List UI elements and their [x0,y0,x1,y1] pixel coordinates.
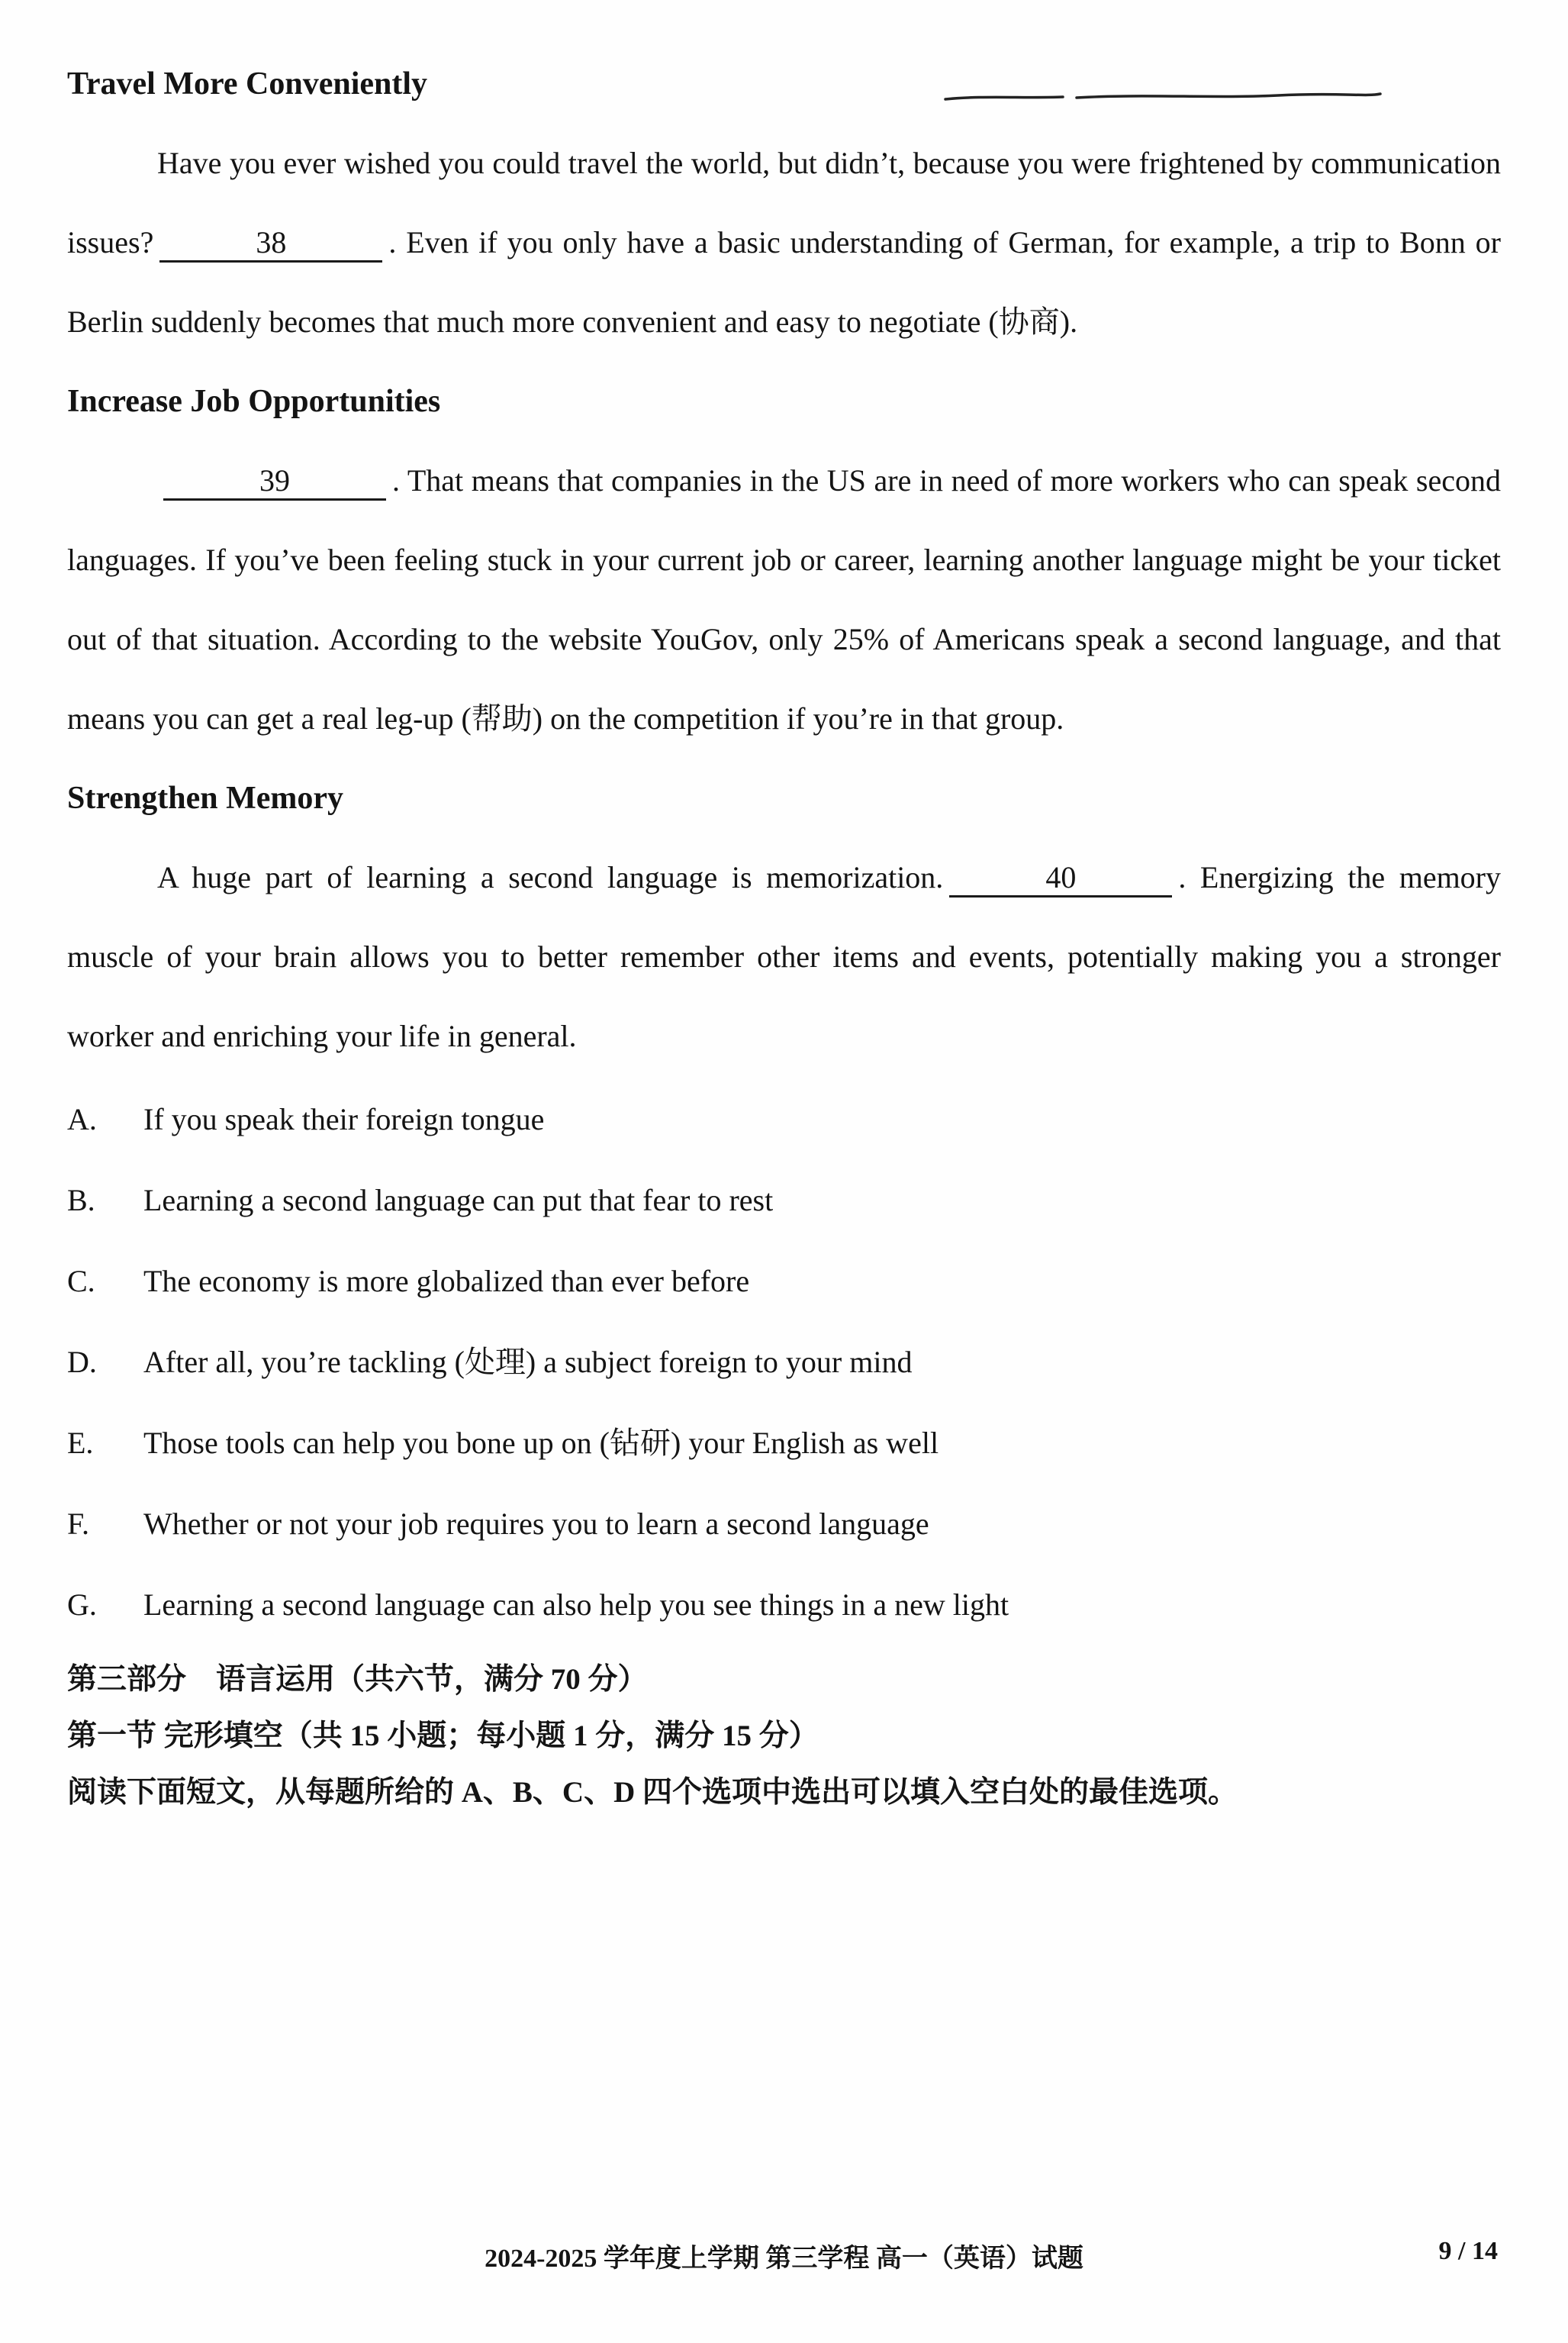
option-letter: E. [67,1426,94,1460]
option-row-g [67,1565,1501,1645]
option-text: Whether or not your job requires you to learn a second language [143,1507,929,1541]
blank-38: 38 [159,225,382,263]
paragraph-text: A huge part of learning a second language is memorization. [157,860,944,894]
option-letter: A. [67,1102,97,1136]
section-heading-jobs: Increase Job Opportunities [67,384,441,419]
option-row-f [67,1484,1501,1565]
option-letter: B. [67,1183,95,1217]
option-row-d [67,1322,1501,1403]
option-row-a [67,1079,1501,1160]
blank-39: 39 [163,463,386,501]
answer-options-list [67,1079,1501,1645]
paragraph-jobs [67,441,1501,759]
footer-title: 2024-2025 学年度上学期 第三学程 高一（英语）试题 [485,2245,1083,2273]
option-text: The economy is more globalized than ever before [143,1264,750,1298]
option-letter: C. [67,1264,95,1298]
option-text: Learning a second language can put that fear to rest [143,1183,774,1217]
option-text: Learning a second language can also help you see things in a new light [143,1587,1009,1622]
option-text: If you speak their foreign tongue [143,1102,545,1136]
page-footer [0,2237,1568,2274]
paragraph-travel [67,124,1501,362]
section-heading-memory: Strengthen Memory [67,781,343,816]
paragraph-text: . Energizing the memory muscle of your brain allows you to better remember other items and events, potentially making you a stronger worker and enriching your life in general. [67,860,1502,1053]
handwritten-mark-line [942,89,1385,107]
paragraph-text: . Even if you only have a basic understanding of German, for example, a trip to Bonn or Berlin suddenly becomes that much more convenient and easy to negotiate (协商). [67,225,1501,339]
option-letter: G. [67,1587,97,1622]
option-text: After all, you’re tackling (处理) a subject foreign to your mind [143,1345,913,1379]
option-row-c [67,1241,1501,1322]
option-text: Those tools can help you bone up on (钻研) your English as well [143,1426,939,1460]
paragraph-memory [67,838,1501,1076]
cloze-section-line: 第一节 完形填空（共 15 小题；每小题 1 分，满分 15 分） [67,1719,819,1752]
chinese-section [67,1652,1501,1821]
option-letter: D. [67,1345,97,1379]
option-row-e [67,1403,1501,1484]
paragraph-text: . That means that companies in the US are in need of more workers who can speak second languages. If you’ve been feeling stuck in your current job or career, learning another language might be your ticket out of that situation. According to the website YouGov, only 25% of Americans speak a second language, and that means you can get a real leg-up (帮助) on the competition if you’re in that group. [67,463,1501,736]
paragraph-text: Have you ever wished you could travel the world, but didn’t, because you were frightened by communication issues? [67,146,1501,259]
cloze-instructions-line: 阅读下面短文，从每题所给的 A、B、C、D 四个选项中选出可以填入空白处的最佳选项。 [67,1776,1238,1809]
part3-title-line: 第三部分 语言运用（共六节，满分 70 分） [67,1663,648,1696]
option-row-b [67,1160,1501,1241]
option-letter: F. [67,1507,90,1541]
page-number: 9 / 14 [1438,2237,1498,2265]
section-heading-travel: Travel More Conveniently [67,66,428,102]
blank-40: 40 [949,860,1172,898]
